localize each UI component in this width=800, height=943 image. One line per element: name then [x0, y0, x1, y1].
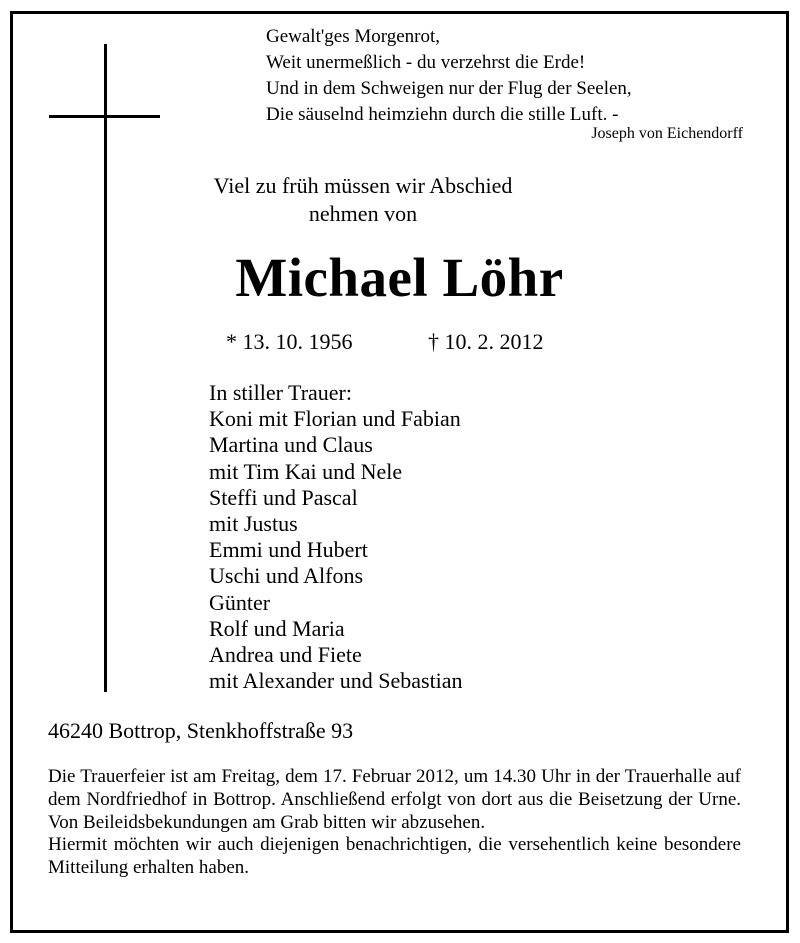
intro-line: Viel zu früh müssen wir Abschied [213, 173, 513, 198]
poem-line: Weit unermeßlich - du verzehrst die Erde! [266, 52, 586, 73]
poem-line: Die säuselnd heimziehn durch die stille Luft. - [266, 104, 619, 125]
cross-icon-vertical-bar [104, 44, 107, 692]
mourner-entry: Andrea und Fiete [209, 642, 362, 668]
mourner-entry: Emmi und Hubert [209, 537, 368, 563]
birth-date: * 13. 10. 1956 [226, 329, 353, 354]
mourners-heading: In stiller Trauer: [209, 380, 352, 405]
funeral-details [48, 766, 741, 880]
deceased-name: Michael Löhr [235, 247, 564, 308]
notification-paragraph: Hiermit möchten wir auch diejenigen benachrichtigen, die versehentlich keine besondere Mitteilung erhalten haben. [48, 834, 741, 879]
poem-line: Gewalt'ges Morgenrot, [266, 26, 441, 47]
mourner-entry: Steffi und Pascal [209, 484, 358, 510]
death-date: † 10. 2. 2012 [428, 329, 544, 354]
intro-line: nehmen von [308, 201, 418, 226]
mourner-entry: Günter [209, 589, 271, 615]
intro-text [153, 172, 573, 228]
poem [266, 24, 632, 128]
family-address: 46240 Bottrop, Stenkhoffstraße 93 [48, 718, 354, 743]
poem-author: Joseph von Eichendorff [591, 125, 743, 142]
mourner-entry: Rolf und Maria [209, 615, 345, 641]
mourner-entry: mit Justus [209, 511, 298, 537]
obituary-notice [10, 11, 789, 933]
mourner-entry: Martina und Claus [209, 432, 373, 458]
mourner-entry: Koni mit Florian und Fabian [209, 406, 461, 432]
cross-icon-horizontal-bar [49, 115, 160, 118]
funeral-details-paragraph: Die Trauerfeier ist am Freitag, dem 17. Februar 2012, um 14.30 Uhr in der Trauerhalle auf dem Nordfriedhof in Bottrop. Anschließend erfolgt von dort aus die Beisetzung der Urne. Von Beileidsbekundungen am Grab bitten wir abzusehen. [48, 766, 741, 833]
mourners-list [209, 380, 463, 694]
mourner-entry: mit Alexander und Sebastian [209, 668, 463, 694]
mourner-entry: mit Tim Kai und Nele [209, 458, 403, 484]
mourner-entry: Uschi und Alfons [209, 563, 363, 589]
poem-line: Und in dem Schweigen nur der Flug der Seelen, [266, 78, 632, 99]
